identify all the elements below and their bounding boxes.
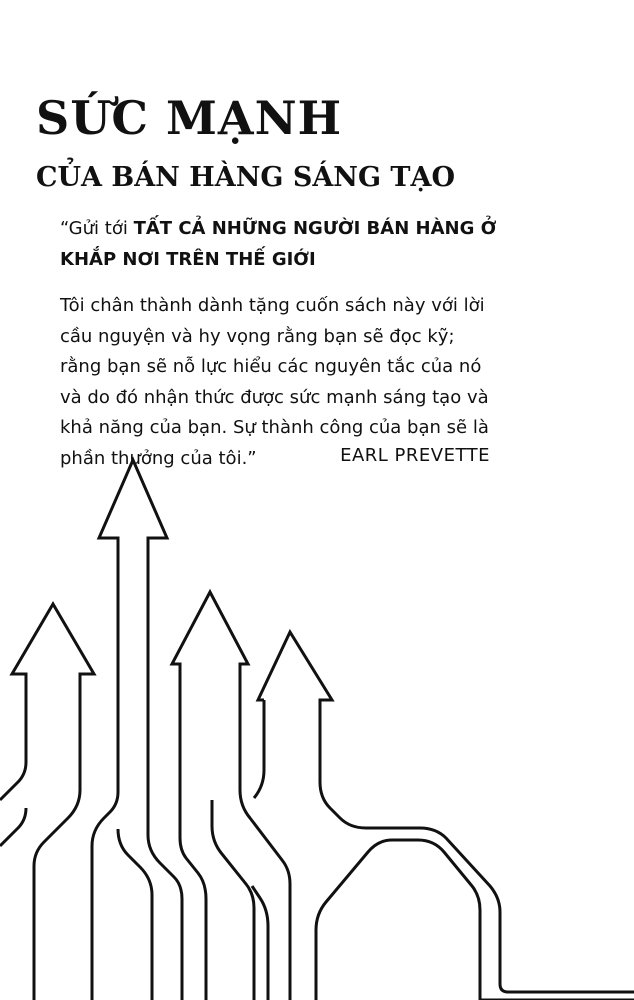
rising-arrows-illustration <box>0 440 634 1000</box>
book-title: SỨC MẠNH <box>36 91 343 145</box>
dedication-block <box>60 214 500 474</box>
arrow-3-icon <box>172 592 290 1000</box>
dedication-body: Tôi chân thành dành tặng cuốn sách này với lời cầu nguyện và hy vọng rằng bạn sẽ đọc kỹ; rằng bạn sẽ nỗ lực hiểu các nguyên tắc của nó và do đó nhận thức được sức mạnh sáng tạo và khả năng của bạn. Sự thành công của bạn sẽ là phần thưởng của tôi.” <box>60 295 489 469</box>
dedication-intro: “Gửi tới <box>60 218 134 239</box>
dedication-recipients: TẤT CẢ NHỮNG NGƯỜI BÁN HÀNG Ở KHẮP NƠI TRÊN THẾ GIỚI <box>60 218 497 270</box>
arrow-4-icon <box>252 632 634 1000</box>
book-subtitle: CỦA BÁN HÀNG SÁNG TẠO <box>36 162 455 193</box>
dedication-heading <box>60 214 500 275</box>
arrow-2-icon <box>92 460 182 1000</box>
dedication-author: EARL PREVETTE <box>340 445 490 466</box>
arrow-1-icon <box>0 604 94 1000</box>
